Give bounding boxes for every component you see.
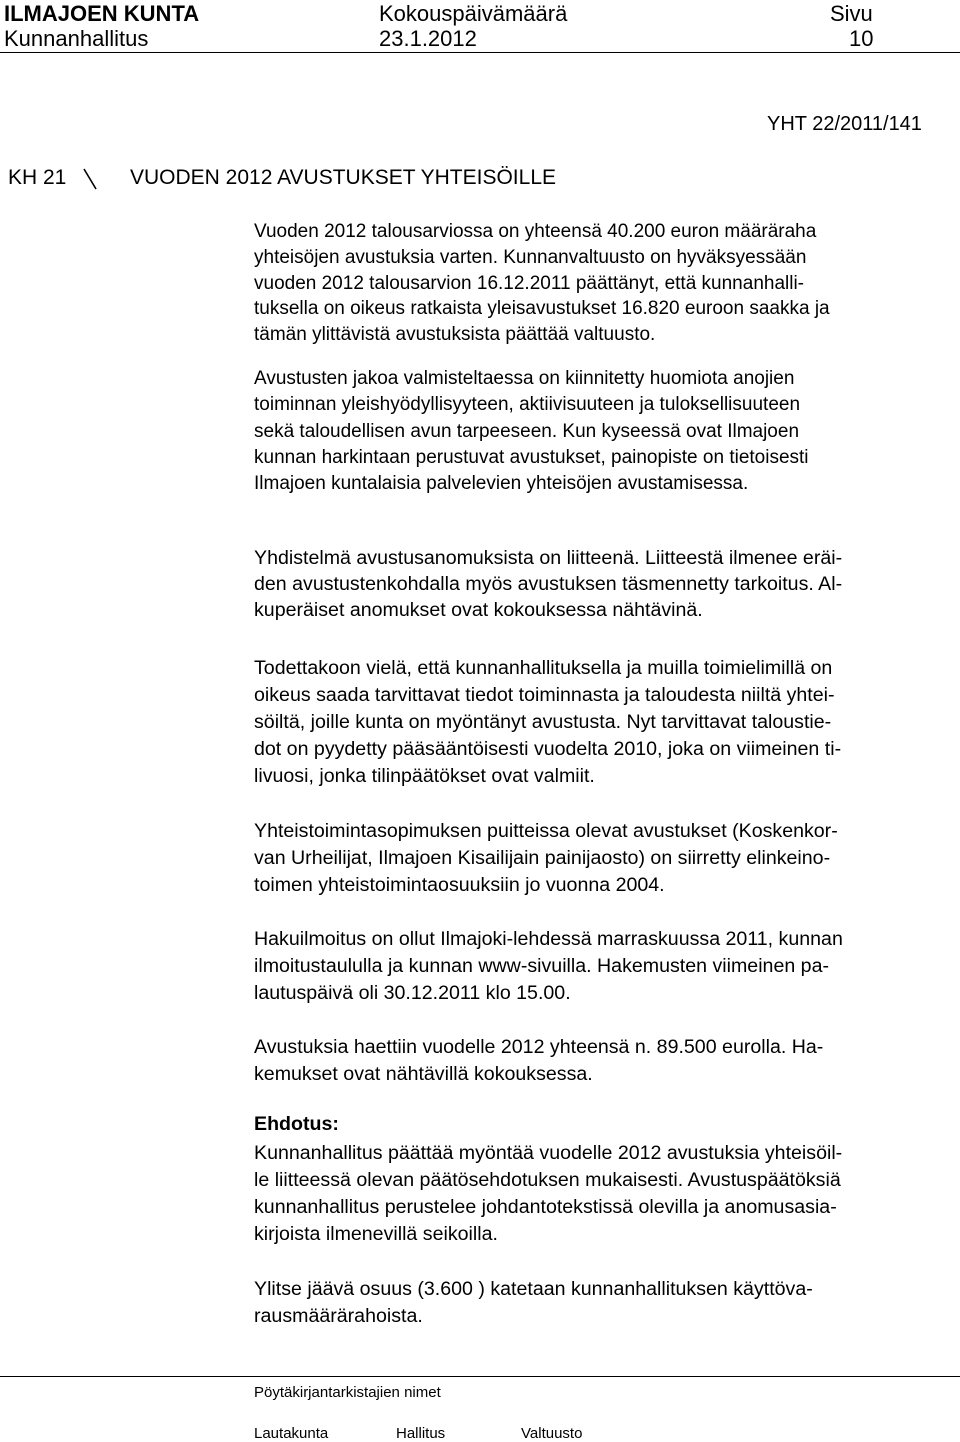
footer-valtuusto: Valtuusto	[521, 1425, 583, 1442]
item-title: VUODEN 2012 AVUSTUKSET YHTEISÖILLE	[130, 166, 556, 189]
page-label: Sivu	[830, 1, 873, 26]
paragraph-criteria: Avustusten jakoa valmisteltaessa on kiinnitetty huomiota anojien toiminnan yleishyödyllisyyteen, aktiivisuuteen ja tuloksellisuuteen sekä taloudellisen avun tarpeeseen. Kun kyseessä ovat Ilmajoen kunnan harkintaan perustuvat avustukset, painopiste on tietoisesti Ilmajoen kuntalaisia palvelevien yhteisöjen avustamisessa.	[254, 368, 809, 495]
paragraph-applications: Avustuksia haettiin vuodelle 2012 yhteensä n. 89.500 eurolla. Ha- kemukset ovat nähtävillä kokouksessa.	[254, 1036, 824, 1085]
paragraph-notice: Hakuilmoitus on ollut Ilmajoki-lehdessä marraskuussa 2011, kunnan ilmoitustaululla ja kunnan www-sivuilla. Hakemusten viimeinen pa- lautuspäivä oli 30.12.2011 klo 15.00.	[254, 928, 843, 1004]
item-number: KH 21	[8, 166, 67, 189]
meeting-date-label: Kokouspäivämäärä	[379, 1, 568, 26]
footer-divider	[0, 1376, 960, 1377]
paragraph-cooperation: Yhteistoimintasopimuksen puitteissa olevat avustukset (Koskenkor- van Urheilijat, Ilmajoen Kisailijain painijaosto) on siirretty elinkeino- toimen yhteistoimintaosuuksiin jo vuonna 2004.	[254, 820, 838, 896]
proposal-heading: Ehdotus:	[254, 1113, 339, 1135]
header-divider	[0, 52, 960, 53]
body-name: Kunnanhallitus	[4, 26, 149, 51]
page-number: 10	[849, 26, 874, 51]
paragraph-budget: Vuoden 2012 talousarviossa on yhteensä 40.200 euron määräraha yhteisöjen avustuksia varten. Kunnanvaltuusto on hyväksyessään vuoden 2012 talousarvion 16.12.2011 päättänyt, että kunnanhalli- tuksella on oikeus ratkaista yleisavustukset 16.820 euroon saakka ja tämän ylittävistä avustuksista päättää valtuusto.	[254, 221, 830, 346]
case-reference: YHT 22/2011/141	[767, 113, 922, 135]
proposal-text: Kunnanhallitus päättää myöntää vuodelle 2012 avustuksia yhteisöil- le liitteessä olevan päätösehdotuksen mukaisesti. Avustuspäätöksiä kunnanhallitus perustelee johdantotekstissä olevilla ja anomusasia- kirjoista ilmenevillä seikoilla.	[254, 1142, 843, 1245]
proposal-remainder: Ylitse jäävä osuus (3.600 ) katetaan kunnanhallituksen käyttöva- rausmäärärahoista.	[254, 1278, 813, 1327]
footer-hallitus: Hallitus	[396, 1425, 446, 1442]
paragraph-attachment: Yhdistelmä avustusanomuksista on liitteenä. Liitteestä ilmenee eräi- den avustustenkohdalla myös avustuksen täsmennetty tarkoitus. Al- kuperäiset anomukset ovat kokouksessa nähtävinä.	[254, 547, 843, 621]
paragraph-information: Todettakoon vielä, että kunnanhallituksella ja muilla toimielimillä on oikeus saada tarvittavat tiedot toiminnasta ja taloudesta niiltä yhtei- söiltä, joille kunta on myöntänyt avustusta. Nyt tarvittavat taloustie- dot on pyydetty pääsääntöisesti vuodelta 2010, joka on viimeinen ti- livuosi, jonka tilinpäätökset ovat valmiit.	[254, 657, 842, 787]
footer-title: Pöytäkirjantarkistajien nimet	[254, 1384, 441, 1401]
org-name: ILMAJOEN KUNTA	[4, 1, 200, 26]
section-sign-icon	[82, 168, 98, 190]
footer-lautakunta: Lautakunta	[254, 1425, 329, 1442]
meeting-date: 23.1.2012	[379, 26, 477, 51]
